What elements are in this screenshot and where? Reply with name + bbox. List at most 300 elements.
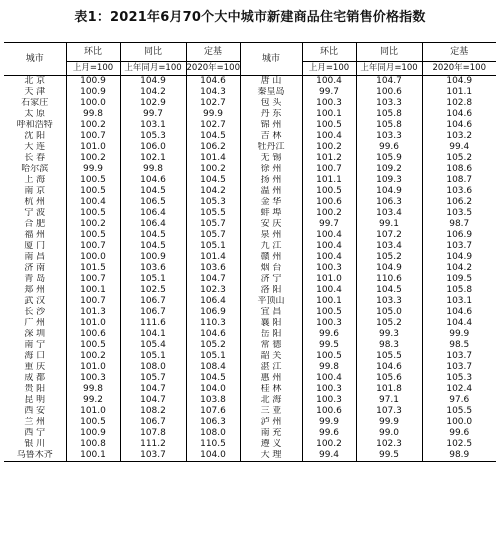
city-header-left: 城市 (4, 43, 66, 76)
mom-value-left: 101.0 (66, 362, 120, 373)
mom-value-right: 100.5 (302, 307, 356, 318)
base-value-left: 104.5 (186, 373, 240, 384)
base-value-right: 105.3 (422, 373, 496, 384)
mom-value-left: 100.7 (66, 131, 120, 142)
mom-value-left: 100.2 (66, 120, 120, 131)
base-value-right: 104.9 (422, 76, 496, 88)
yoy-value-left: 104.5 (120, 186, 186, 197)
mom-value-right: 100.4 (302, 230, 356, 241)
yoy-value-right: 104.9 (356, 263, 422, 274)
base-value-left: 104.0 (186, 450, 240, 462)
city-name-left: 郑 州 (24, 285, 46, 295)
city-name-left: 西 宁 (24, 428, 46, 438)
mom-value-right: 100.5 (302, 351, 356, 362)
mom-value-right: 99.9 (302, 417, 356, 428)
city-name-left: 上 海 (24, 175, 46, 185)
table-row (4, 362, 496, 373)
city-name-left: 重 庆 (24, 362, 46, 372)
base-value-right: 104.4 (422, 318, 496, 329)
yoy-value-left: 102.9 (120, 98, 186, 109)
base-value-left: 101.4 (186, 252, 240, 263)
yoy-value-right: 105.0 (356, 307, 422, 318)
table-row (4, 285, 496, 296)
city-name-left: 广 州 (24, 318, 46, 328)
base-value-right: 109.5 (422, 274, 496, 285)
yoy-value-right: 99.3 (356, 329, 422, 340)
city-name-right: 济 宁 (240, 274, 302, 285)
mom-value-right: 100.4 (302, 373, 356, 384)
yoy-value-left: 102.1 (120, 153, 186, 164)
mom-value-right: 99.7 (302, 87, 356, 98)
mom-value-left: 99.8 (66, 109, 120, 120)
city-name-left: 南 京 (24, 186, 46, 196)
mom-value-left: 100.2 (66, 219, 120, 230)
mom-value-left: 100.5 (66, 340, 120, 351)
mom-value-left: 100.2 (66, 153, 120, 164)
city-name-right: 九 江 (240, 241, 302, 252)
city-name-left: 青 岛 (24, 274, 46, 284)
city-name-left: 西 安 (24, 406, 46, 416)
base-value-left: 106.9 (186, 307, 240, 318)
base-value-right: 100.0 (422, 417, 496, 428)
base-value-right: 102.5 (422, 439, 496, 450)
base-value-left: 104.0 (186, 384, 240, 395)
base-value-right: 103.1 (422, 296, 496, 307)
table-row (4, 274, 496, 285)
mom-value-left: 100.9 (66, 428, 120, 439)
base-value-left: 108.4 (186, 362, 240, 373)
base-value-right: 104.2 (422, 263, 496, 274)
table-row (4, 373, 496, 384)
city-name-right: 南 充 (240, 428, 302, 439)
base-value-right: 106.9 (422, 230, 496, 241)
table-row (4, 241, 496, 252)
table-row (4, 131, 496, 142)
base-value-left: 101.4 (186, 153, 240, 164)
base-value-right: 108.7 (422, 175, 496, 186)
city-name-right: 惠 州 (240, 373, 302, 384)
city-name-right: 平顶山 (240, 296, 302, 307)
table-row (4, 439, 496, 450)
mom-value-right: 99.7 (302, 219, 356, 230)
mom-value-left: 99.8 (66, 384, 120, 395)
city-name-right: 湛 江 (240, 362, 302, 373)
mom-value-left: 100.5 (66, 208, 120, 219)
mom-value-right: 100.6 (302, 197, 356, 208)
yoy-value-left: 105.7 (120, 373, 186, 384)
mom-value-right: 99.8 (302, 362, 356, 373)
yoy-value-right: 99.9 (356, 417, 422, 428)
base-value-left: 108.0 (186, 428, 240, 439)
base-value-right: 101.1 (422, 87, 496, 98)
mom-value-left: 100.6 (66, 329, 120, 340)
table-row (4, 87, 496, 98)
mom-value-right: 100.1 (302, 109, 356, 120)
table-row (4, 120, 496, 131)
base-value-left: 104.5 (186, 131, 240, 142)
yoy-value-left: 106.0 (120, 142, 186, 153)
mom-value-right: 100.3 (302, 98, 356, 109)
table-row (4, 428, 496, 439)
city-name-right: 无 锡 (240, 153, 302, 164)
yoy-header-right: 同比 (356, 43, 422, 62)
city-name-right: 吉 林 (240, 131, 302, 142)
yoy-value-right: 99.1 (356, 219, 422, 230)
city-name-right: 常 德 (240, 340, 302, 351)
mom-value-right: 100.4 (302, 76, 356, 88)
table-title: 表1：2021年6月70个大中城市新建商品住宅销售价格指数 (74, 10, 426, 25)
yoy-value-left: 108.2 (120, 406, 186, 417)
city-name-right: 宜 昌 (240, 307, 302, 318)
mom-value-right: 100.2 (302, 439, 356, 450)
mom-value-right: 101.0 (302, 274, 356, 285)
base-value-left: 102.3 (186, 285, 240, 296)
yoy-value-right: 99.0 (356, 428, 422, 439)
city-name-right: 襄 阳 (240, 318, 302, 329)
city-name-left: 宁 波 (24, 208, 46, 218)
yoy-value-left: 104.6 (120, 175, 186, 186)
mom-value-left: 100.1 (66, 285, 120, 296)
table-row (4, 395, 496, 406)
mom-value-left: 100.5 (66, 186, 120, 197)
yoy-value-left: 106.7 (120, 296, 186, 307)
mom-value-right: 99.6 (302, 428, 356, 439)
yoy-value-left: 100.9 (120, 252, 186, 263)
yoy-value-left: 106.4 (120, 208, 186, 219)
yoy-value-left: 104.1 (120, 329, 186, 340)
base-value-right: 102.8 (422, 98, 496, 109)
yoy-subheader-right: 上年同月=100 (356, 62, 422, 76)
city-name-right: 唐 山 (240, 76, 302, 88)
base-value-right: 99.4 (422, 142, 496, 153)
yoy-value-left: 106.7 (120, 307, 186, 318)
yoy-value-left: 99.7 (120, 109, 186, 120)
yoy-value-left: 104.7 (120, 384, 186, 395)
mom-value-left: 100.8 (66, 439, 120, 450)
city-name-right: 蚌 埠 (240, 208, 302, 219)
mom-value-left: 100.7 (66, 241, 120, 252)
yoy-value-right: 105.8 (356, 120, 422, 131)
base-value-right: 98.5 (422, 340, 496, 351)
base-value-right: 103.7 (422, 351, 496, 362)
city-name-left: 海 口 (24, 351, 46, 361)
yoy-value-right: 110.6 (356, 274, 422, 285)
mom-value-left: 100.9 (66, 87, 120, 98)
yoy-value-left: 106.5 (120, 197, 186, 208)
yoy-value-left: 104.5 (120, 230, 186, 241)
mom-value-left: 100.0 (66, 98, 120, 109)
yoy-value-right: 99.6 (356, 142, 422, 153)
yoy-value-left: 105.4 (120, 340, 186, 351)
mom-value-left: 100.4 (66, 197, 120, 208)
table-row (4, 230, 496, 241)
city-name-right: 赣 州 (240, 252, 302, 263)
mom-value-left: 100.5 (66, 230, 120, 241)
mom-value-right: 100.3 (302, 395, 356, 406)
yoy-value-right: 105.9 (356, 153, 422, 164)
base-value-left: 105.1 (186, 351, 240, 362)
yoy-value-right: 105.8 (356, 109, 422, 120)
mom-value-right: 100.4 (302, 285, 356, 296)
base-value-left: 110.3 (186, 318, 240, 329)
yoy-value-right: 106.3 (356, 197, 422, 208)
city-name-left: 太 原 (24, 109, 46, 119)
city-name-right: 秦皇岛 (240, 87, 302, 98)
yoy-value-right: 99.5 (356, 450, 422, 462)
base-value-right: 105.5 (422, 406, 496, 417)
city-name-right: 牡丹江 (240, 142, 302, 153)
base-header-right: 定基 (422, 43, 496, 62)
yoy-value-right: 104.7 (356, 76, 422, 88)
base-value-left: 104.6 (186, 76, 240, 88)
yoy-value-right: 104.6 (356, 362, 422, 373)
city-name-right: 桂 林 (240, 384, 302, 395)
city-name-right: 泉 州 (240, 230, 302, 241)
table-row (4, 263, 496, 274)
base-value-right: 97.6 (422, 395, 496, 406)
base-value-left: 105.5 (186, 208, 240, 219)
base-value-right: 98.7 (422, 219, 496, 230)
mom-value-left: 101.5 (66, 263, 120, 274)
city-name-left: 昆 明 (24, 395, 46, 405)
city-name-right: 扬 州 (240, 175, 302, 186)
mom-value-right: 100.2 (302, 208, 356, 219)
yoy-value-left: 108.0 (120, 362, 186, 373)
city-name-left: 呼和浩特 (16, 120, 53, 130)
price-index-table (4, 42, 496, 462)
yoy-value-right: 109.2 (356, 164, 422, 175)
table-row (4, 318, 496, 329)
base-value-right: 108.6 (422, 164, 496, 175)
table-body (4, 76, 496, 462)
base-value-right: 104.6 (422, 120, 496, 131)
mom-value-right: 100.2 (302, 142, 356, 153)
base-value-right: 102.4 (422, 384, 496, 395)
base-value-left: 106.3 (186, 417, 240, 428)
yoy-value-left: 103.1 (120, 120, 186, 131)
city-name-left: 长 沙 (24, 307, 46, 317)
table-row (4, 164, 496, 175)
base-value-left: 105.1 (186, 241, 240, 252)
mom-value-left: 100.2 (66, 351, 120, 362)
table-row (4, 406, 496, 417)
mom-value-right: 100.1 (302, 296, 356, 307)
city-name-left: 武 汉 (24, 296, 46, 306)
table-row (4, 208, 496, 219)
mom-value-left: 101.0 (66, 406, 120, 417)
mom-value-left: 100.7 (66, 296, 120, 307)
mom-value-right: 100.3 (302, 384, 356, 395)
base-value-left: 105.3 (186, 197, 240, 208)
base-value-left: 104.7 (186, 274, 240, 285)
yoy-value-right: 105.6 (356, 373, 422, 384)
base-header-left: 定基 (186, 43, 240, 62)
base-value-right: 104.6 (422, 109, 496, 120)
city-name-right: 北 海 (240, 395, 302, 406)
table-row (4, 296, 496, 307)
yoy-value-left: 103.7 (120, 450, 186, 462)
yoy-value-right: 97.1 (356, 395, 422, 406)
base-value-right: 104.9 (422, 252, 496, 263)
mom-value-left: 101.3 (66, 307, 120, 318)
base-value-left: 103.8 (186, 395, 240, 406)
city-name-right: 大 理 (240, 450, 302, 462)
yoy-value-right: 103.4 (356, 241, 422, 252)
city-header-right: 城市 (240, 43, 302, 76)
mom-value-left: 101.0 (66, 142, 120, 153)
table-row (4, 417, 496, 428)
city-name-right: 锦 州 (240, 120, 302, 131)
city-name-left: 合 肥 (24, 219, 46, 229)
base-value-left: 99.9 (186, 109, 240, 120)
yoy-value-right: 107.3 (356, 406, 422, 417)
mom-value-right: 101.1 (302, 175, 356, 186)
yoy-value-right: 104.5 (356, 285, 422, 296)
base-value-right: 104.6 (422, 307, 496, 318)
city-name-right: 金 华 (240, 197, 302, 208)
yoy-value-left: 102.5 (120, 285, 186, 296)
base-value-left: 110.5 (186, 439, 240, 450)
mom-value-left: 99.2 (66, 395, 120, 406)
yoy-value-right: 98.3 (356, 340, 422, 351)
base-value-left: 103.6 (186, 263, 240, 274)
mom-value-right: 100.3 (302, 318, 356, 329)
mom-value-left: 100.9 (66, 76, 120, 88)
base-value-right: 103.7 (422, 362, 496, 373)
base-value-left: 102.7 (186, 98, 240, 109)
city-name-left: 济 南 (24, 263, 46, 273)
table-row (4, 142, 496, 153)
yoy-value-right: 101.8 (356, 384, 422, 395)
yoy-value-right: 109.3 (356, 175, 422, 186)
table-row (4, 109, 496, 120)
city-name-left: 天 津 (24, 87, 46, 97)
city-name-right: 洛 阳 (240, 285, 302, 296)
yoy-value-right: 107.2 (356, 230, 422, 241)
table-row (4, 351, 496, 362)
base-value-right: 105.8 (422, 285, 496, 296)
base-value-left: 105.2 (186, 340, 240, 351)
base-value-right: 106.2 (422, 197, 496, 208)
table-row (4, 252, 496, 263)
city-name-left: 贵 阳 (24, 384, 46, 394)
mom-value-right: 100.5 (302, 120, 356, 131)
base-value-right: 103.2 (422, 131, 496, 142)
yoy-value-left: 107.8 (120, 428, 186, 439)
city-name-left: 南 昌 (24, 252, 46, 262)
yoy-value-right: 102.3 (356, 439, 422, 450)
city-name-right: 遵 义 (240, 439, 302, 450)
yoy-value-left: 99.8 (120, 164, 186, 175)
base-value-left: 106.4 (186, 296, 240, 307)
city-name-right: 岳 阳 (240, 329, 302, 340)
city-name-left: 南 宁 (24, 340, 46, 350)
yoy-value-left: 106.7 (120, 417, 186, 428)
yoy-value-left: 105.1 (120, 274, 186, 285)
mom-value-right: 100.4 (302, 241, 356, 252)
city-name-right: 温 州 (240, 186, 302, 197)
mom-value-right: 99.5 (302, 340, 356, 351)
city-name-left: 银 川 (24, 439, 46, 449)
yoy-value-left: 106.4 (120, 219, 186, 230)
base-value-left: 104.2 (186, 186, 240, 197)
mom-value-right: 100.5 (302, 186, 356, 197)
city-name-left: 深 圳 (24, 329, 46, 339)
table-row (4, 186, 496, 197)
mom-value-right: 100.4 (302, 252, 356, 263)
base-subheader-left: 2020年=100 (186, 62, 240, 76)
base-value-left: 106.2 (186, 142, 240, 153)
table-row (4, 450, 496, 462)
table-row (4, 175, 496, 186)
yoy-header-left: 同比 (120, 43, 186, 62)
base-value-right: 103.7 (422, 241, 496, 252)
yoy-value-left: 104.7 (120, 395, 186, 406)
mom-subheader-left: 上月=100 (66, 62, 120, 76)
mom-value-right: 99.6 (302, 329, 356, 340)
table-row (4, 197, 496, 208)
base-value-left: 104.3 (186, 87, 240, 98)
base-value-right: 99.6 (422, 428, 496, 439)
mom-value-right: 100.6 (302, 406, 356, 417)
yoy-subheader-left: 上年同月=100 (120, 62, 186, 76)
city-name-right: 烟 台 (240, 263, 302, 274)
yoy-value-right: 103.4 (356, 208, 422, 219)
yoy-value-right: 100.6 (356, 87, 422, 98)
mom-value-left: 101.0 (66, 318, 120, 329)
mom-value-right: 100.4 (302, 131, 356, 142)
mom-value-left: 99.9 (66, 164, 120, 175)
city-name-left: 北 京 (24, 76, 46, 86)
yoy-value-left: 105.1 (120, 351, 186, 362)
mom-value-right: 101.2 (302, 153, 356, 164)
city-name-left: 长 春 (24, 153, 46, 163)
base-value-right: 98.9 (422, 450, 496, 462)
city-name-right: 三 亚 (240, 406, 302, 417)
mom-header-right: 环比 (302, 43, 356, 62)
mom-value-right: 100.3 (302, 263, 356, 274)
mom-value-right: 99.4 (302, 450, 356, 462)
base-value-right: 103.6 (422, 186, 496, 197)
header-row-primary (4, 43, 496, 62)
city-name-left: 石家庄 (21, 98, 49, 108)
base-value-left: 105.7 (186, 230, 240, 241)
city-name-left: 成 都 (24, 373, 46, 383)
base-value-right: 105.2 (422, 153, 496, 164)
base-value-left: 105.7 (186, 219, 240, 230)
table-row (4, 153, 496, 164)
mom-value-left: 100.5 (66, 417, 120, 428)
city-name-left: 沈 阳 (24, 131, 46, 141)
yoy-value-right: 103.3 (356, 98, 422, 109)
base-value-left: 107.6 (186, 406, 240, 417)
city-name-left: 兰 州 (24, 417, 46, 427)
yoy-value-left: 104.5 (120, 241, 186, 252)
table-row (4, 340, 496, 351)
mom-value-left: 100.0 (66, 252, 120, 263)
city-name-left: 杭 州 (24, 197, 46, 207)
city-name-left: 厦 门 (24, 241, 46, 251)
base-value-left: 100.2 (186, 164, 240, 175)
mom-subheader-right: 上月=100 (302, 62, 356, 76)
base-value-right: 99.9 (422, 329, 496, 340)
yoy-value-left: 111.2 (120, 439, 186, 450)
yoy-value-right: 103.3 (356, 131, 422, 142)
table-row (4, 307, 496, 318)
mom-value-left: 100.1 (66, 450, 120, 462)
base-subheader-right: 2020年=100 (422, 62, 496, 76)
city-name-right: 徐 州 (240, 164, 302, 175)
